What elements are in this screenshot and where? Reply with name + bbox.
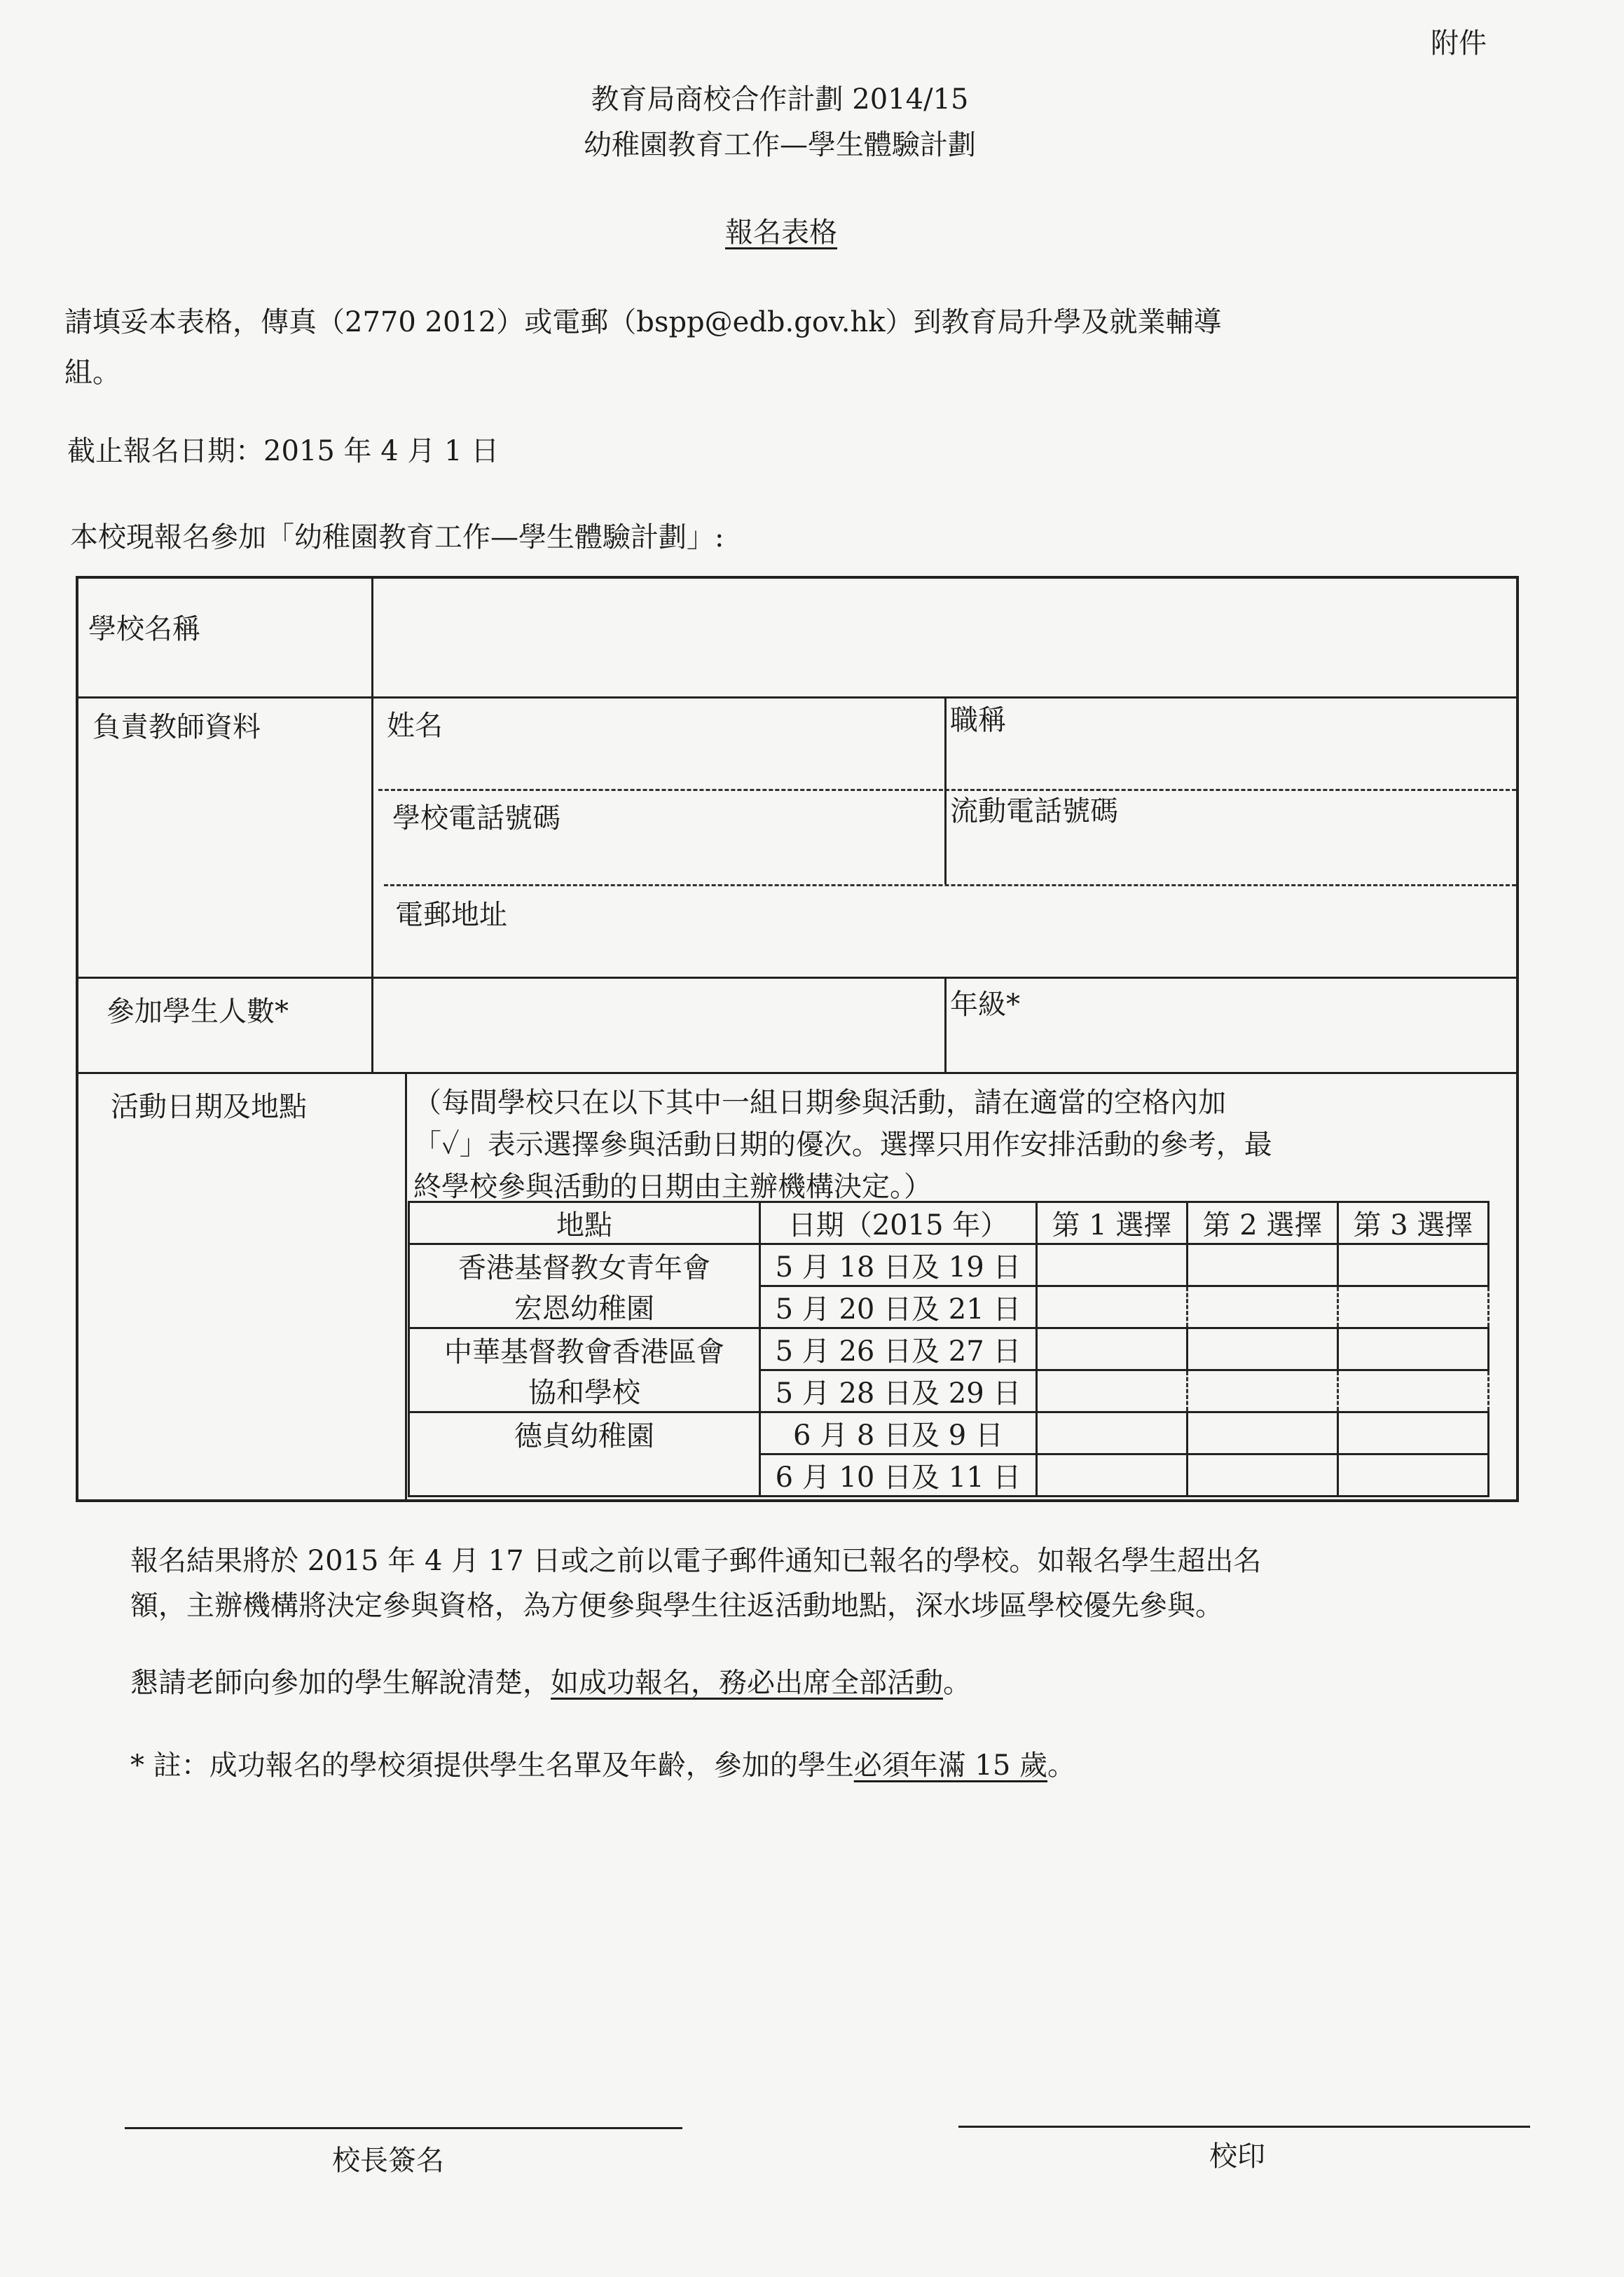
venue-cell: 協和學校 xyxy=(409,1370,760,1412)
venue-cell xyxy=(409,1454,760,1497)
date-cell: 5 月 18 日及 19 日 xyxy=(760,1244,1037,1286)
school-phone-field[interactable] xyxy=(384,835,940,881)
table-row xyxy=(409,1454,1489,1497)
choice-1-checkbox[interactable] xyxy=(1037,1286,1188,1328)
attendance-request-text: 懇請老師向參加的學生解說清楚， xyxy=(130,1667,551,1699)
date-header: 日期（2015 年） xyxy=(760,1202,1037,1244)
result-note-line-1: 報名結果將於 2015 年 4 月 17 日或之前以電子郵件通知已報名的學校。如報名學生超出名 xyxy=(130,1545,1262,1577)
choice-3-checkbox[interactable] xyxy=(1338,1286,1489,1328)
choice-2-checkbox[interactable] xyxy=(1188,1370,1338,1412)
annex-label: 附件 xyxy=(1431,27,1487,60)
table-row xyxy=(409,1412,1489,1454)
application-form xyxy=(76,576,1519,1502)
post-label: 職稱 xyxy=(950,704,1006,736)
program-subtitle: 幼稚園教育工作—學生體驗計劃 xyxy=(584,129,976,161)
school-chop-label: 校印 xyxy=(1209,2140,1265,2173)
choice-1-checkbox[interactable] xyxy=(1037,1244,1188,1286)
choice-1-checkbox[interactable] xyxy=(1037,1412,1188,1454)
date-cell: 5 月 26 日及 27 日 xyxy=(760,1328,1037,1370)
program-title: 教育局商校合作計劃 2014/15 xyxy=(591,83,969,116)
venue-cell: 中華基督教會香港區會 xyxy=(409,1328,760,1370)
choice-3-checkbox[interactable] xyxy=(1338,1412,1489,1454)
result-note-line-2: 額，主辦機構將決定參與資格，為方便參與學生往返活動地點，深水埗區學校優先參與。 xyxy=(130,1590,1223,1622)
footnote xyxy=(130,1743,1075,1783)
choice-2-header: 第 2 選擇 xyxy=(1188,1202,1338,1244)
post-field[interactable] xyxy=(949,741,1513,786)
date-cell: 6 月 10 日及 11 日 xyxy=(760,1454,1037,1497)
date-cell: 6 月 8 日及 9 日 xyxy=(760,1412,1037,1454)
name-label: 姓名 xyxy=(387,710,443,742)
student-count-field[interactable] xyxy=(376,1027,940,1069)
attendance-request-emphasis: 如成功報名，務必出席全部活動 xyxy=(551,1667,943,1699)
application-statement: 本校現報名參加「幼稚園教育工作—學生體驗計劃」: xyxy=(70,521,724,553)
grade-field[interactable] xyxy=(949,1027,1513,1069)
venue-header: 地點 xyxy=(409,1202,760,1244)
choice-2-checkbox[interactable] xyxy=(1188,1328,1338,1370)
date-cell: 5 月 20 日及 21 日 xyxy=(760,1286,1037,1328)
activity-note-line: 「✓」表示選擇參與活動日期的優次。選擇只用作安排活動的參考，最 xyxy=(413,1129,1272,1161)
school-name-field[interactable] xyxy=(376,582,1513,694)
footnote-end: 。 xyxy=(1047,1749,1076,1782)
choice-3-checkbox[interactable] xyxy=(1338,1328,1489,1370)
form-col-divider xyxy=(944,696,947,884)
form-row-divider xyxy=(378,789,1516,791)
grade-label: 年級* xyxy=(950,989,1020,1021)
activity-note-line: （每間學校只在以下其中一組日期參與活動，請在適當的空格內加 xyxy=(413,1087,1226,1119)
table-row xyxy=(409,1328,1489,1370)
email-label: 電郵地址 xyxy=(395,899,507,931)
name-field[interactable] xyxy=(376,741,940,786)
form-row-divider xyxy=(78,1072,1516,1074)
table-row xyxy=(409,1244,1489,1286)
choice-2-checkbox[interactable] xyxy=(1188,1454,1338,1497)
intro-line-2: 組。 xyxy=(64,357,121,389)
form-col-divider xyxy=(405,1072,407,1501)
choice-3-header: 第 3 選擇 xyxy=(1338,1202,1489,1244)
venue-cell: 香港基督教女青年會 xyxy=(409,1244,760,1286)
choice-1-checkbox[interactable] xyxy=(1037,1328,1188,1370)
email-field[interactable] xyxy=(388,929,1513,974)
student-count-label: 參加學生人數* xyxy=(106,996,289,1028)
mobile-phone-field[interactable] xyxy=(949,835,1513,881)
choice-1-checkbox[interactable] xyxy=(1037,1370,1188,1412)
date-cell: 5 月 28 日及 29 日 xyxy=(760,1370,1037,1412)
teacher-info-label: 負責教師資料 xyxy=(92,711,261,743)
choice-3-checkbox[interactable] xyxy=(1338,1244,1489,1286)
intro-line-1: 請填妥本表格，傳真（2770 2012）或電郵（bspp@edb.gov.hk）到教育局升學及就業輔導 xyxy=(64,306,1222,338)
activity-note-line: 終學校參與活動的日期由主辦機構決定。） xyxy=(413,1171,932,1203)
footnote-text: * 註：成功報名的學校須提供學生名單及年齡，參加的學生 xyxy=(130,1749,854,1782)
choice-1-checkbox[interactable] xyxy=(1037,1454,1188,1497)
form-title: 報名表格 xyxy=(725,216,837,249)
form-col-divider xyxy=(371,579,373,1072)
choice-2-checkbox[interactable] xyxy=(1188,1412,1338,1454)
deadline: 截止報名日期：2015 年 4 月 1 日 xyxy=(67,435,500,467)
venue-cell: 德貞幼稚園 xyxy=(409,1412,760,1454)
form-row-divider xyxy=(78,977,1516,979)
venue-cell: 宏恩幼稚園 xyxy=(409,1286,760,1328)
activity-table-header xyxy=(409,1202,1489,1244)
choice-1-header: 第 1 選擇 xyxy=(1037,1202,1188,1244)
choice-2-checkbox[interactable] xyxy=(1188,1244,1338,1286)
school-phone-label: 學校電話號碼 xyxy=(392,802,560,834)
school-name-label: 學校名稱 xyxy=(88,613,200,645)
mobile-phone-label: 流動電話號碼 xyxy=(950,795,1118,827)
principal-signature-label: 校長簽名 xyxy=(332,2145,444,2177)
activity-label: 活動日期及地點 xyxy=(111,1091,307,1123)
footnote-emphasis: 必須年滿 15 歲 xyxy=(853,1749,1048,1782)
choice-3-checkbox[interactable] xyxy=(1338,1370,1489,1412)
table-row xyxy=(409,1286,1489,1328)
form-col-divider xyxy=(944,977,947,1072)
form-row-divider xyxy=(384,884,1516,886)
choice-3-checkbox[interactable] xyxy=(1338,1454,1489,1497)
principal-signature-line[interactable] xyxy=(125,2127,682,2129)
activity-table xyxy=(408,1201,1489,1497)
attendance-request-end: 。 xyxy=(943,1667,971,1699)
form-row-divider xyxy=(78,696,1516,699)
table-row xyxy=(409,1370,1489,1412)
school-chop-line[interactable] xyxy=(958,2126,1530,2128)
choice-2-checkbox[interactable] xyxy=(1188,1286,1338,1328)
attendance-request xyxy=(130,1660,971,1700)
